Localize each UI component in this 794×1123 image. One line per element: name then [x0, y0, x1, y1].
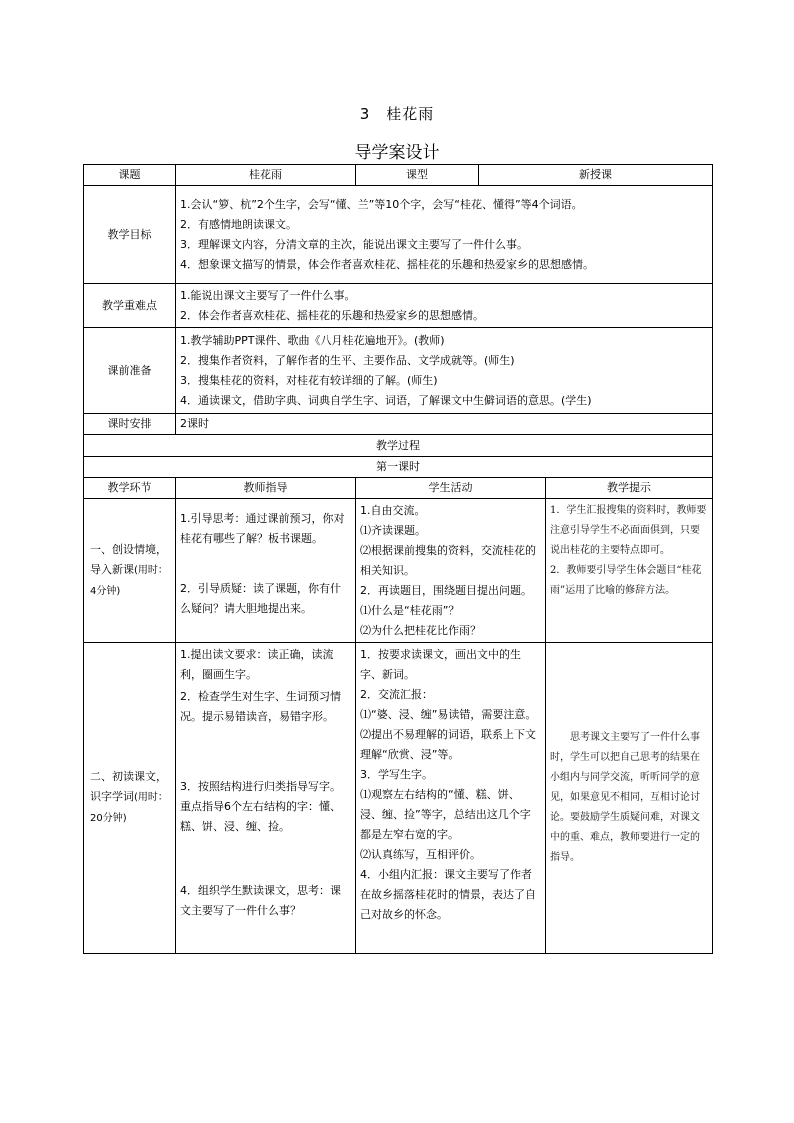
col-tip-header: 教学提示 — [546, 478, 713, 499]
period-title-row — [84, 457, 713, 478]
prep-list — [176, 328, 713, 414]
stage-time: (用时：4分钟) — [90, 564, 168, 597]
student-step: ⑴齐读课题。 — [360, 524, 426, 537]
tip-cell — [546, 643, 713, 954]
goal-item: 3．理解课文内容，分清文章的主次，能说出课文主要写了一件什么事。 — [180, 237, 528, 251]
col-teacher-header: 教师指导 — [176, 478, 356, 499]
student-step: ⑵为什么把桂花比作雨？ — [360, 624, 481, 637]
student-step: 1．按要求读课文，画出文中的生字、新词。 — [360, 648, 521, 681]
topic-label: 课题 — [84, 165, 176, 186]
stage-name: 一、创设情境， — [90, 542, 167, 556]
goal-item: 2．有感情地朗读课文。 — [180, 217, 297, 231]
keypoint-item: 2．体会作者喜欢桂花、摇桂花的乐趣和热爱家乡的思想感情。 — [180, 308, 484, 322]
student-step: 2．再读题目，围绕题目提出问题。 — [360, 584, 532, 597]
type-value: 新授课 — [479, 165, 713, 186]
student-step: 3．学写生字。 — [360, 768, 433, 781]
teacher-cell — [176, 499, 356, 643]
prep-item: 2．搜集作者资料，了解作者的生平、主要作品、文学成就等。(师生) — [180, 353, 515, 367]
keypoints-row — [84, 284, 713, 328]
student-step: ⑵认真练写，互相评价。 — [360, 848, 481, 861]
tip-cell — [546, 499, 713, 643]
goals-label: 教学目标 — [84, 186, 176, 284]
topic-value: 桂花雨 — [176, 165, 356, 186]
stage-cell — [84, 499, 176, 643]
prep-row — [84, 328, 713, 414]
teacher-step: 2．引导质疑：读了课题，你有什么疑问？请大胆地提出来。 — [180, 582, 341, 615]
hours-row — [84, 414, 713, 435]
col-stage-header: 教学环节 — [84, 478, 176, 499]
teacher-step: 3．按照结构进行归类指导写字。重点指导6个左右结构的字：懂、糕、饼、浸、缠、捡。 — [180, 780, 341, 833]
student-step: ⑴“婆、浸、缠”易读错，需要注意。 — [360, 708, 537, 721]
goal-item: 1.会认“箩、杭”2个生字，会写“懂、兰”等10个字，会写“桂花、懂得”等4个词语。 — [180, 197, 583, 211]
hours-value: 2课时 — [176, 414, 713, 435]
hours-label: 课时安排 — [84, 414, 176, 435]
student-step: ⑵提出不易理解的词语，联系上下文理解“欣赏、浸”等。 — [360, 728, 536, 761]
lesson-plan-table — [83, 164, 713, 954]
topic-row — [84, 165, 713, 186]
student-step: ⑴观察左右结构的“懂、糕、饼、浸、缠、捡”等字，总结出这几个字都是左窄右宽的字。 — [360, 788, 531, 841]
stage-name: 识字学词 — [90, 790, 134, 803]
tip-text: 思考课文主要写了一件什么事时，学生可以把自己思考的结果在小组内与同学交流，听听同学的意见，如果意见不相同，互相讨论讨论。要鼓励学生质疑问难，对课文中的重、难点，教师要进行一定的指导。 — [550, 732, 700, 863]
keypoints-list — [176, 284, 713, 328]
keypoint-item: 1.能说出课文主要写了一件什么事。 — [180, 288, 356, 302]
student-cell — [356, 643, 546, 954]
tip-text: 2．教师要引导学生体会题目“桂花雨”运用了比喻的修辞方法。 — [550, 565, 702, 596]
doc-title: 导学案设计 — [354, 143, 440, 163]
teacher-step: 1.提出读文要求：读正确，读流利，圈画生字。 — [180, 648, 334, 681]
goals-row — [84, 186, 713, 284]
goal-item: 4．想象课文描写的情景，体会作者喜欢桂花、摇桂花的乐趣和热爱家乡的思想感情。 — [180, 257, 594, 271]
student-step: ⑵根据课前搜集的资料，交流桂花的相关知识。 — [360, 544, 536, 577]
prep-item: 1.教学辅助PPT课件、歌曲《八月桂花遍地开》。(教师) — [180, 333, 445, 347]
student-step: 2．交流汇报： — [360, 688, 433, 701]
teacher-cell — [176, 643, 356, 954]
process-title-row — [84, 435, 713, 457]
prep-label: 课前准备 — [84, 328, 176, 414]
teacher-step: 4．组织学生默读课文，思考：课文主要写了一件什么事？ — [180, 884, 341, 917]
student-step: ⑴什么是“桂花雨”？ — [360, 604, 460, 617]
goals-list — [176, 186, 713, 284]
stage-cell — [84, 643, 176, 954]
process-header-row — [84, 478, 713, 499]
keypoints-label: 教学重难点 — [84, 284, 176, 328]
stage-name: 导入新课 — [90, 562, 134, 576]
student-step: 4．小组内汇报：课文主要写了作者在故乡摇落桂花时的情景，表达了自己对故乡的怀念。 — [360, 868, 536, 921]
stage-name: 二、初读课文， — [90, 770, 167, 783]
col-student-header: 学生活动 — [356, 478, 546, 499]
student-step: 1.自由交流。 — [360, 504, 426, 517]
student-cell — [356, 499, 546, 643]
period-title: 第一课时 — [84, 457, 713, 478]
lesson-heading — [0, 103, 794, 124]
process-row — [84, 499, 713, 643]
teacher-step: 2．检查学生对生字、生词预习情况。提示易错读音，易错字形。 — [180, 690, 341, 723]
process-row — [84, 643, 713, 954]
prep-item: 3．搜集桂花的资料，对桂花有较详细的了解。(师生) — [180, 373, 438, 387]
process-title: 教学过程 — [84, 435, 713, 457]
lesson-number: 3 — [359, 105, 371, 123]
lesson-title: 桂花雨 — [386, 105, 435, 123]
prep-item: 4．通读课文，借助字典、词典自学生字、词语，了解课文中生僻词语的意思。(学生) — [180, 393, 592, 407]
teacher-step: 1.引导思考：通过课前预习，你对桂花有哪些了解？板书课题。 — [180, 512, 345, 545]
stage-time: (用时：20分钟) — [90, 792, 168, 824]
type-label: 课型 — [356, 165, 479, 186]
tip-text: 1．学生汇报搜集的资料时，教师要注意引导学生不必面面俱到，只要说出桂花的主要特点即可。 — [550, 505, 707, 556]
